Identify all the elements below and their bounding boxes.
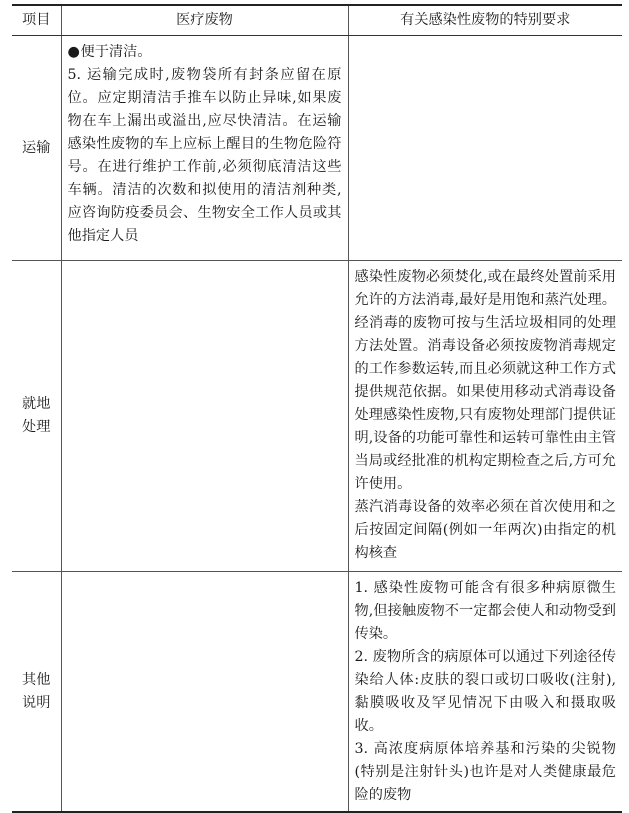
onsite-medical-waste-cell: [61, 261, 348, 572]
bullet-item: ●便于清洁。: [68, 41, 342, 64]
note-item-1: 1. 感染性废物可能含有很多种病原微生物,但接触废物不一定都会使人和动物受到传染。: [354, 580, 616, 642]
header-requirements: 有关感染性废物的特别要求: [348, 5, 622, 36]
waste-requirements-table: [12, 4, 622, 813]
notes-medical-waste-cell: [61, 572, 348, 813]
onsite-paragraph-1: 感染性废物必须焚化,或在最终处置前采用允许的方法消毒,最好是用饱和蒸汽处理。经消毒的废物可按与生活垃圾相同的处理方法处置。消毒设备必须按废物消毒规定的工作参数运转,而且必须就这种工作方式提供规范依据。如果使用移动式消毒设备处理感染性废物,只有废物处理部门提供证明,设备的功能可靠性和运转可靠性由主管当局或经批准的机构定期检查之后,方可允许使用。: [354, 269, 616, 492]
table-row-notes: [12, 572, 622, 813]
notes-requirements-cell: [348, 572, 622, 813]
transport-item-5-text: 5. 运输完成时,废物袋所有封条应留在原位。应定期清洁手推车以防止异味,如果废物在车上漏出或溢出,应尽快清洁。在运输感染性废物的车上应标上醒目的生物危险符号。在进行维护工作前,必须彻底清洁这些车辆。清洁的次数和拟使用的清洁剂种类,应咨询防疫委员会、生物安全工作人员或其他指定人员: [67, 67, 342, 244]
table-header-row: [12, 5, 622, 36]
transport-item-5: [68, 64, 342, 248]
header-medical-waste: 医疗废物: [61, 5, 348, 36]
stage-onsite: 就地 处理: [12, 261, 61, 572]
stage-transport: [12, 36, 61, 261]
transport-requirements-cell: [348, 36, 622, 261]
bullet-icon: ●: [67, 44, 80, 60]
table-row-onsite: [12, 261, 622, 572]
table-row-transport: [12, 36, 622, 261]
onsite-paragraph-2: 蒸汽消毒设备的效率必须在首次使用和之后按固定间隔(例如一年两次)由指定的机构核查: [354, 499, 616, 561]
stage-label: 运输: [22, 139, 51, 156]
stage-notes: 其他 说明: [12, 572, 61, 813]
note-item-2: 2. 废物所含的病原体可以通过下列途径传染给人体:皮肤的裂口或切口吸收(注射),黏膜吸收及罕见情况下由吸入和摄取吸收。: [354, 649, 616, 734]
onsite-requirements-cell: [348, 261, 622, 572]
note-item-3: 3. 高浓度病原体培养基和污染的尖锐物(特别是注射针头)也许是对人类健康最危险的废物: [354, 741, 616, 803]
header-stage: 项目: [12, 5, 61, 36]
transport-medical-waste-cell: [61, 36, 348, 261]
